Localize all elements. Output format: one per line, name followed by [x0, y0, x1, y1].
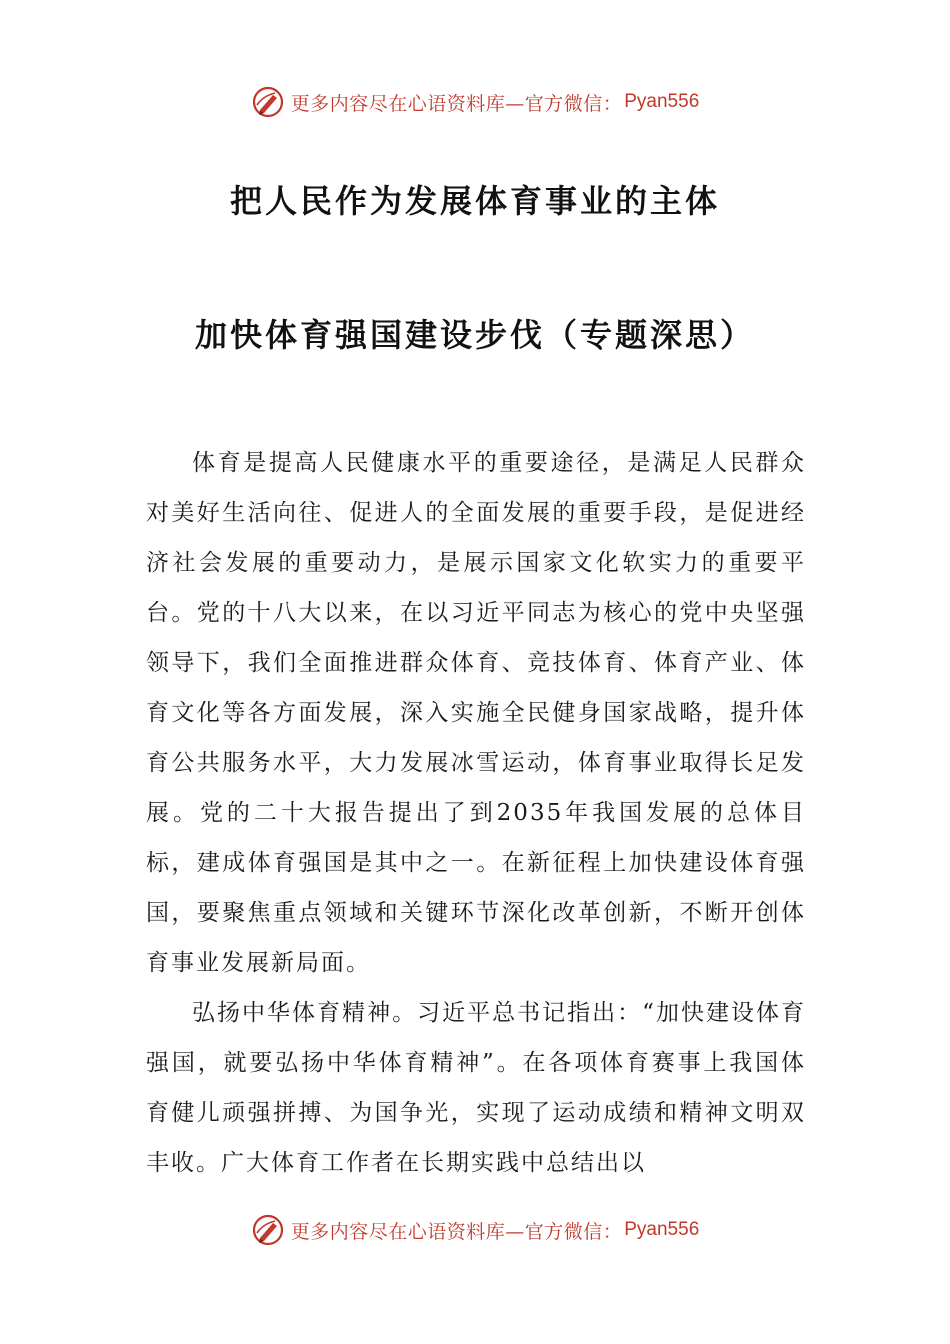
document-title-line-1: 把人民作为发展体育事业的主体 — [229, 182, 720, 220]
banner-wechat-id: Pyan556 — [624, 1219, 700, 1240]
banner-text: 更多内容尽在心语资料库—官方微信： — [290, 1220, 623, 1243]
document-title-line-2: 加快体育强国建设步伐（专题深思） — [194, 316, 755, 354]
footer-watermark-banner — [0, 1210, 950, 1250]
pen-logo-icon — [251, 1213, 285, 1247]
paragraph-1: 体育是提高人民健康水平的重要途径，是满足人民群众对美好生活向往、促进人的全面发展的重要手段，是促进经济社会发展的重要动力，是展示国家文化软实力的重要平台。党的十八大以来，在以习近平同志为核心的党中央坚强领导下，我们全面推进群众体育、竞技体育、体育产业、体育文化等各方面发展，深入实施全民健身国家战略，提升体育公共服务水平，大力发展冰雪运动，体育事业取得长足发展。党的二十大报告提出了到2035年我国发展的总体目标，建成体育强国是其中之一。在新征程上加快建设体育强国，要聚焦重点领域和关键环节深化改革创新，不断开创体育事业发展新局面。 — [146, 450, 806, 976]
header-watermark-banner — [0, 82, 950, 122]
document-body — [146, 438, 806, 1188]
banner-text: 更多内容尽在心语资料库—官方微信： — [290, 92, 623, 115]
pen-logo-icon — [251, 85, 285, 119]
banner-wechat-id: Pyan556 — [624, 91, 700, 112]
paragraph-2: 弘扬中华体育精神。习近平总书记指出：“加快建设体育强国，就要弘扬中华体育精神”。在各项体育赛事上我国体育健儿顽强拼搏、为国争光，实现了运动成绩和精神文明双丰收。广大体育工作者在长期实践中总结出以 — [146, 1000, 806, 1176]
